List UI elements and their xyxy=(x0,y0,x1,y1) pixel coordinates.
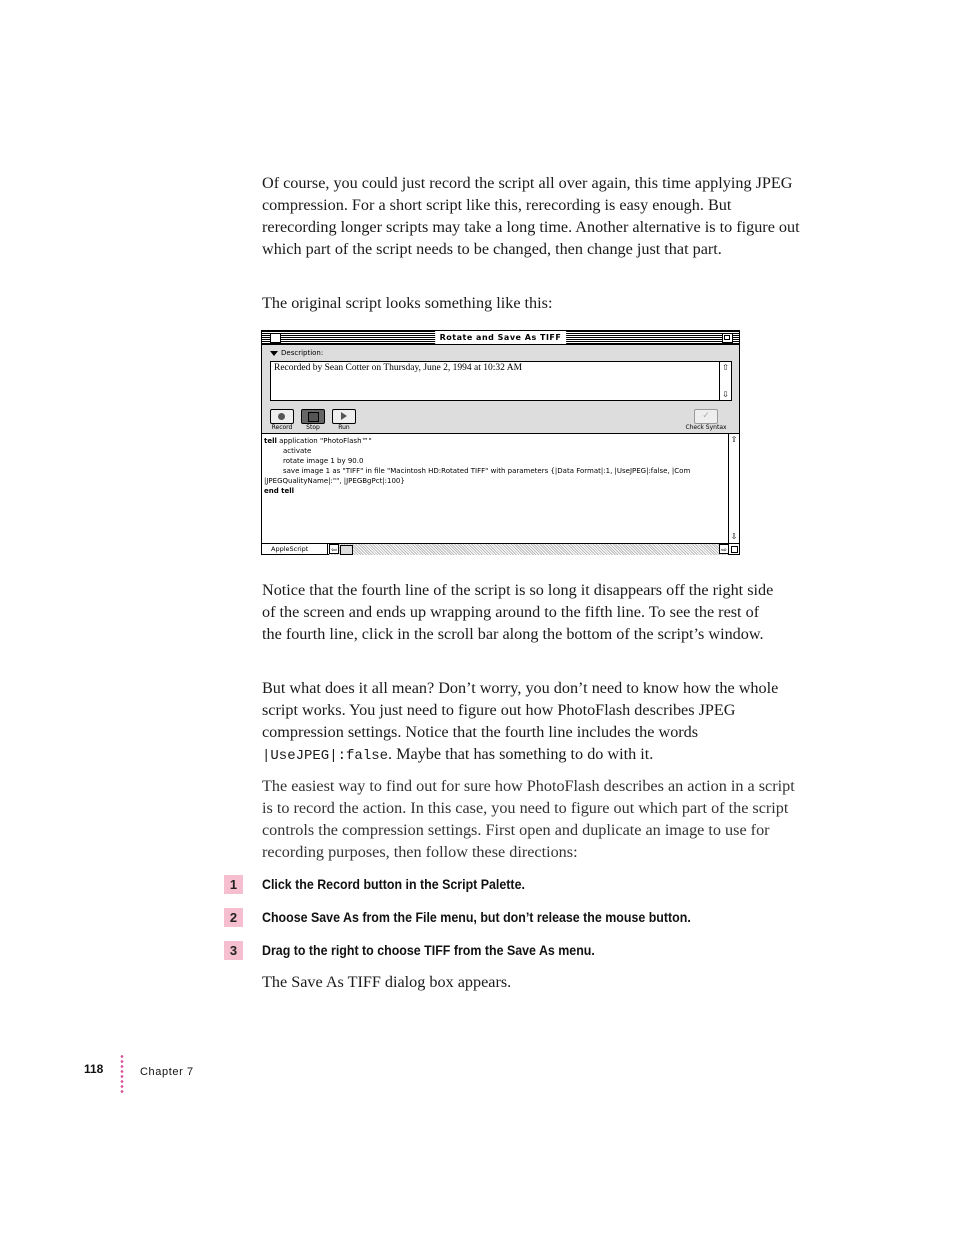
explanation-tail: . Maybe that has something to do with it. xyxy=(388,745,654,763)
scroll-down-arrow-icon[interactable]: ⇩ xyxy=(730,532,738,541)
close-box-icon[interactable] xyxy=(270,333,281,343)
body-paragraph-explanation xyxy=(262,677,787,767)
scroll-left-arrow-icon[interactable]: ⇦ xyxy=(329,544,339,554)
scroll-up-arrow-icon[interactable]: ⇧ xyxy=(730,435,738,444)
scroll-thumb[interactable] xyxy=(340,545,353,555)
page-number: 118 xyxy=(84,1062,104,1076)
step-1-text: Click the Record button in the Script Palette. xyxy=(262,877,525,892)
window-titlebar[interactable] xyxy=(262,331,739,345)
scroll-right-arrow-icon[interactable]: ⇨ xyxy=(719,544,729,554)
record-icon[interactable] xyxy=(270,409,294,424)
footer-dotted-rule xyxy=(120,1054,124,1094)
run-button[interactable] xyxy=(332,409,356,432)
chapter-label: Chapter 7 xyxy=(140,1066,194,1078)
script-toolbar xyxy=(262,406,739,434)
body-paragraph-wrapping: Notice that the fourth line of the script is so long it disappears off the right side of the screen and ends up wrapping around to the fifth line. To see the rest of the fourth line, click in the scroll bar along the bottom of the script’s window. xyxy=(262,581,774,643)
grow-box-icon[interactable] xyxy=(728,544,739,555)
description-scrollbar[interactable] xyxy=(719,362,731,400)
body-paragraph-original-script: The original script looks something like this: xyxy=(262,294,553,312)
keyword-tell: tell xyxy=(264,437,277,445)
body-paragraph-record-action: The easiest way to find out for sure how PhotoFlash describes an action in a script is to record the action. In this case, you need to figure out which part of the script controls the compression settings. First open and duplicate an image to use for recording purposes, then follow these directions: xyxy=(262,777,795,861)
description-panel xyxy=(262,345,739,406)
explanation-text: But what does it all mean? Don’t worry, you don’t need to know how the whole script works. You just need to figure out how PhotoFlash describes JPEG compression settings. Notice that the fourth line includes the words xyxy=(262,679,779,741)
code-line-1-rest: application "PhotoFlash™" xyxy=(276,437,372,445)
check-syntax-button[interactable] xyxy=(685,409,727,432)
body-paragraph-result: The Save As TIFF dialog box appears. xyxy=(262,973,512,991)
script-vertical-scrollbar[interactable] xyxy=(728,434,739,543)
stop-icon[interactable] xyxy=(301,409,325,424)
check-syntax-label: Check Syntax xyxy=(685,424,727,431)
step-2-text: Choose Save As from the File menu, but don’t release the mouse button. xyxy=(262,910,691,925)
horizontal-scrollbar[interactable] xyxy=(329,544,729,555)
window-title: Rotate and Save As TIFF xyxy=(435,331,567,344)
code-line-1 xyxy=(264,436,372,446)
scroll-down-arrow-icon[interactable]: ⇩ xyxy=(722,390,729,399)
code-line-4: save image 1 as "TIFF" in file "Macintosh HD:Rotated TIFF" with parameters {|Data Format|:1, |UseJPEG|:false, |Com xyxy=(283,467,691,475)
zoom-box-icon[interactable] xyxy=(722,333,733,343)
window-statusbar xyxy=(262,543,739,555)
description-text: Recorded by Sean Cotter on Thursday, June 2, 1994 at 10:32 AM xyxy=(274,363,523,373)
description-label: Description: xyxy=(281,349,324,357)
description-toggle[interactable] xyxy=(270,349,323,357)
stop-button[interactable] xyxy=(301,409,325,432)
disclosure-triangle-icon[interactable] xyxy=(270,351,278,356)
check-mark-icon[interactable]: ✓ xyxy=(694,409,718,424)
step-2-number: 2 xyxy=(224,908,243,927)
body-paragraph-intro: Of course, you could just record the script all over again, this time applying JPEG compression. For a short script like this, rerecording is easy enough. But rerecording longer scripts may take a long time. Another alternative is to figure out which part of the script needs to be changed, then change just that part. xyxy=(262,174,800,258)
script-editor-window xyxy=(261,330,740,555)
run-label: Run xyxy=(338,424,350,431)
run-icon[interactable] xyxy=(332,409,356,424)
code-line-6: end tell xyxy=(264,487,295,495)
code-line-5: |JPEGQualityName|:"", |JPEGBgPct|:100} xyxy=(264,477,405,485)
step-3-text: Drag to the right to choose TIFF from the Save As menu. xyxy=(262,943,595,958)
script-text-area[interactable] xyxy=(262,434,728,543)
scroll-up-arrow-icon[interactable]: ⇧ xyxy=(722,363,729,372)
record-label: Record xyxy=(271,424,293,431)
step-1-number: 1 xyxy=(224,875,243,894)
usejpeg-code: |UseJPEG|:false xyxy=(262,748,389,764)
code-line-2: activate xyxy=(283,447,312,455)
code-line-3: rotate image 1 by 90.0 xyxy=(283,457,364,465)
step-3-number: 3 xyxy=(224,941,243,960)
description-field[interactable] xyxy=(270,361,732,401)
language-popup[interactable]: AppleScript xyxy=(262,544,328,555)
stop-label: Stop xyxy=(306,424,320,431)
record-button[interactable] xyxy=(270,409,294,432)
